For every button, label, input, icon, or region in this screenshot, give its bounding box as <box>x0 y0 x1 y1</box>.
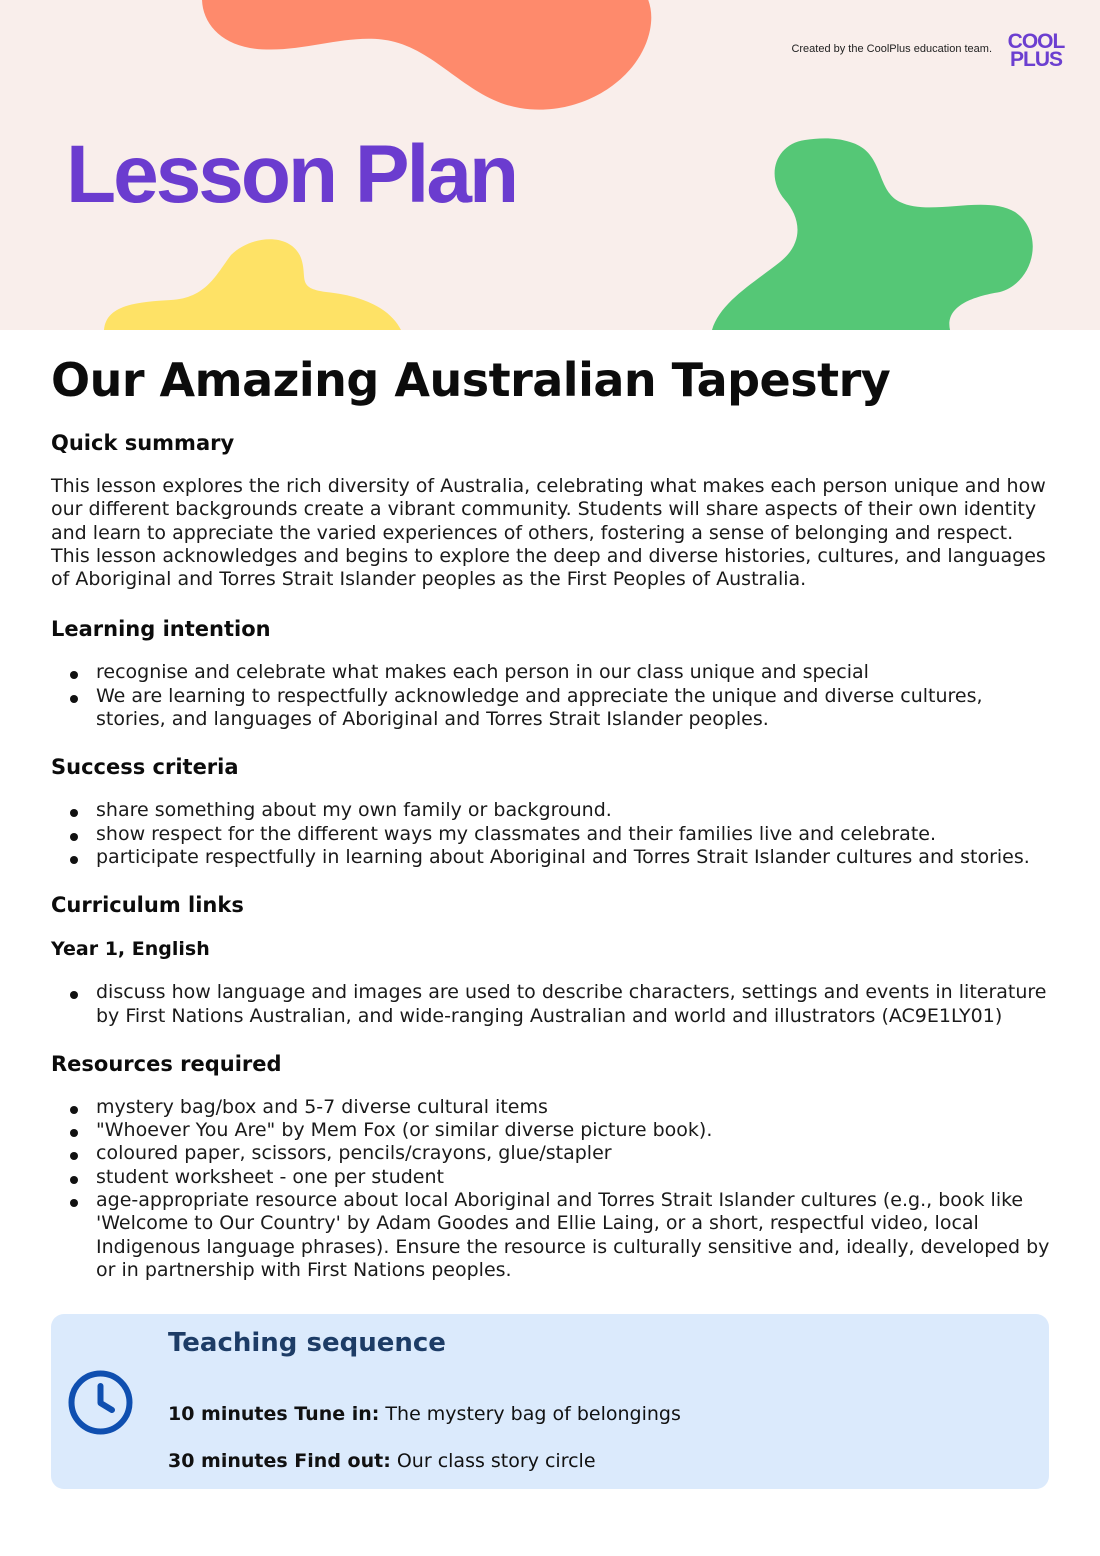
list-item: We are learning to respectfully acknowledge and appreciate the unique and diverse cultures, stories, and languages of Aboriginal and Torres Strait Islander peoples. <box>51 685 1051 732</box>
credit-text: Created by the CoolPlus education team. <box>791 43 992 55</box>
learning-intention-heading: Learning intention <box>51 617 271 642</box>
document-title: Our Amazing Australian Tapestry <box>51 353 891 407</box>
list-item: discuss how language and images are used to describe characters, settings and events in literature by First Nations Australian, and wide-ranging Australian and world and illustrators (AC9E1LY01) <box>51 981 1051 1028</box>
curriculum-subheading: Year 1, English <box>51 938 210 961</box>
orange-paint-blob <box>170 0 660 130</box>
resources-list <box>51 1096 1051 1282</box>
sequence-step <box>168 1403 681 1425</box>
list-item: participate respectfully in learning about Aboriginal and Torres Strait Islander cultures and stories. <box>51 846 1051 869</box>
list-item: "Whoever You Are" by Mem Fox (or similar diverse picture book). <box>51 1119 1051 1142</box>
lesson-content <box>51 350 1051 1305</box>
green-paint-blob <box>700 132 1040 330</box>
logo-line-2: PLUS <box>1009 48 1062 71</box>
quick-summary-heading: Quick summary <box>51 431 235 455</box>
curriculum-list <box>51 981 1051 1028</box>
clock-icon <box>67 1369 134 1436</box>
list-item: age-appropriate resource about local Aboriginal and Torres Strait Islander cultures (e.g., book like 'Welcome to Our Country' by Adam Goodes and Ellie Laing, or a short, respectful video, local Indigenous language phrases). Ensure the resource is culturally sensitive and, ideally, developed by or in partnership with First Nations peoples. <box>51 1189 1051 1282</box>
sequence-step <box>168 1450 596 1472</box>
success-criteria-list <box>51 799 1051 869</box>
step-label: 30 minutes Find out: <box>168 1450 391 1472</box>
list-item: show respect for the different ways my classmates and their families live and celebrate. <box>51 823 1051 846</box>
teaching-sequence-box <box>51 1314 1049 1489</box>
header-banner <box>0 0 1100 330</box>
list-item: mystery bag/box and 5-7 diverse cultural items <box>51 1096 1051 1119</box>
coolplus-logo <box>1003 30 1069 71</box>
learning-intention-list <box>51 661 1051 731</box>
teaching-sequence-heading: Teaching sequence <box>168 1328 446 1358</box>
list-item: coloured paper, scissors, pencils/crayons, glue/stapler <box>51 1142 1051 1165</box>
step-label: 10 minutes Tune in: <box>168 1403 380 1425</box>
quick-summary-text: This lesson explores the rich diversity of Australia, celebrating what makes each person unique and how our different backgrounds create a vibrant community. Students will share aspects of their own identity and learn to appreciate the varied experiences of others, fostering a sense of belonging and respect. This lesson acknowledges and begins to explore the deep and diverse histories, cultures, and languages of Aboriginal and Torres Strait Islander peoples as the First Peoples of Australia. <box>51 475 1046 591</box>
curriculum-links-heading: Curriculum links <box>51 893 244 918</box>
list-item: recognise and celebrate what makes each person in our class unique and special <box>51 661 1051 684</box>
list-item: student worksheet - one per student <box>51 1166 1051 1189</box>
success-criteria-heading: Success criteria <box>51 755 239 780</box>
logo-line-1: COOL <box>1007 30 1065 53</box>
yellow-paint-blob <box>96 230 406 330</box>
step-text: Our class story circle <box>390 1450 596 1472</box>
step-text: The mystery bag of belongings <box>379 1403 681 1425</box>
list-item: share something about my own family or background. <box>51 799 1051 822</box>
lesson-plan-title: Lesson Plan <box>66 129 517 220</box>
resources-heading: Resources required <box>51 1051 282 1076</box>
